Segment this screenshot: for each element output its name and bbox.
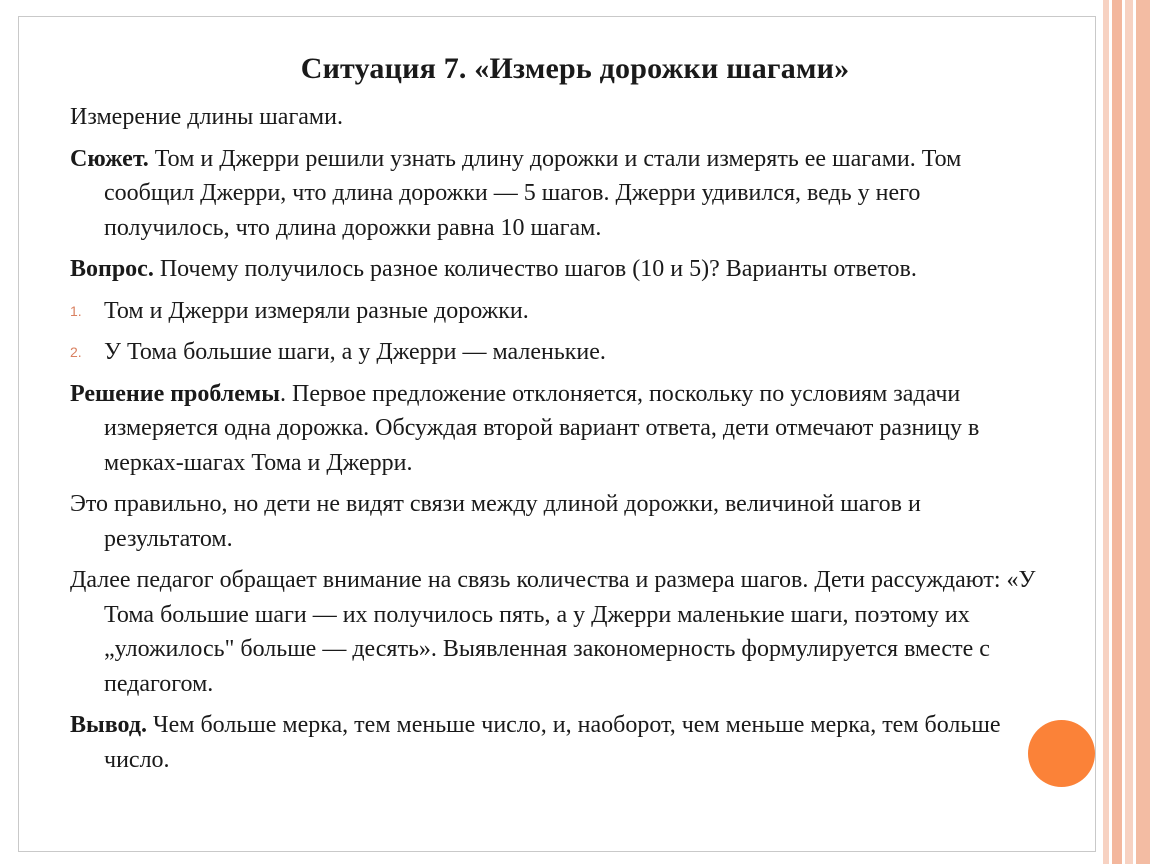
answer-item	[70, 294, 1040, 329]
conclusion-paragraph	[70, 708, 1040, 777]
plot-paragraph	[70, 142, 1040, 246]
observation-paragraph: Это правильно, но дети не видят связи между длиной дорожки, величиной шагов и результатом.	[70, 491, 921, 552]
decorative-stripe	[1125, 0, 1133, 864]
decorative-stripe	[1136, 0, 1150, 864]
answer-number: 2.	[70, 344, 82, 360]
question-text: Почему получилось разное количество шагов (10 и 5)? Варианты ответов.	[153, 256, 917, 282]
question-paragraph	[70, 252, 1040, 287]
solution-text: . Первое предложение отклоняется, поскольку по условиям задачи измеряется одна дорожка. Обсуждая второй вариант ответа, дети отмечают разницу в мерках-шагах Тома и Джерри.	[104, 380, 980, 476]
plot-label: Сюжет.	[70, 145, 149, 172]
slide-content	[70, 100, 1040, 784]
slide-title: Ситуация 7. «Измерь дорожки шагами»	[300, 52, 850, 85]
decorative-stripe	[1112, 0, 1122, 864]
conclusion-text: Чем больше мерка, тем меньше число, и, наоборот, чем меньше мерка, тем больше число.	[104, 712, 1001, 773]
intro-paragraph: Измерение длины шагами.	[70, 104, 343, 130]
solution-paragraph	[70, 377, 1040, 481]
solution-label: Решение проблемы	[70, 380, 280, 407]
answer-number: 1.	[70, 302, 82, 319]
plot-text: Том и Джерри решили узнать длину дорожки и стали измерять ее шагами. Том сообщил Джерри, что длина дорожки — 5 шагов. Джерри удивился, ведь у него получилось, что длина дорожки равна 10 шагам.	[104, 145, 962, 241]
answer-text: Том и Джерри измеряли разные дорожки.	[104, 297, 529, 324]
answer-item	[70, 335, 1040, 370]
question-label: Вопрос.	[70, 256, 154, 282]
conclusion-label: Вывод.	[70, 712, 147, 738]
teacher-paragraph: Далее педагог обращает внимание на связь количества и размера шагов. Дети рассуждают: «У Тома большие шаги — их получилось пять, а у Джерри маленькие шаги, поэтому их „уложилось" больше — десять». Выявленная закономерность формулируется вместе с педагогом.	[70, 567, 1036, 697]
decorative-stripe	[1103, 0, 1109, 864]
answer-text: У Тома большие шаги, а у Джерри — маленькие.	[104, 339, 606, 365]
